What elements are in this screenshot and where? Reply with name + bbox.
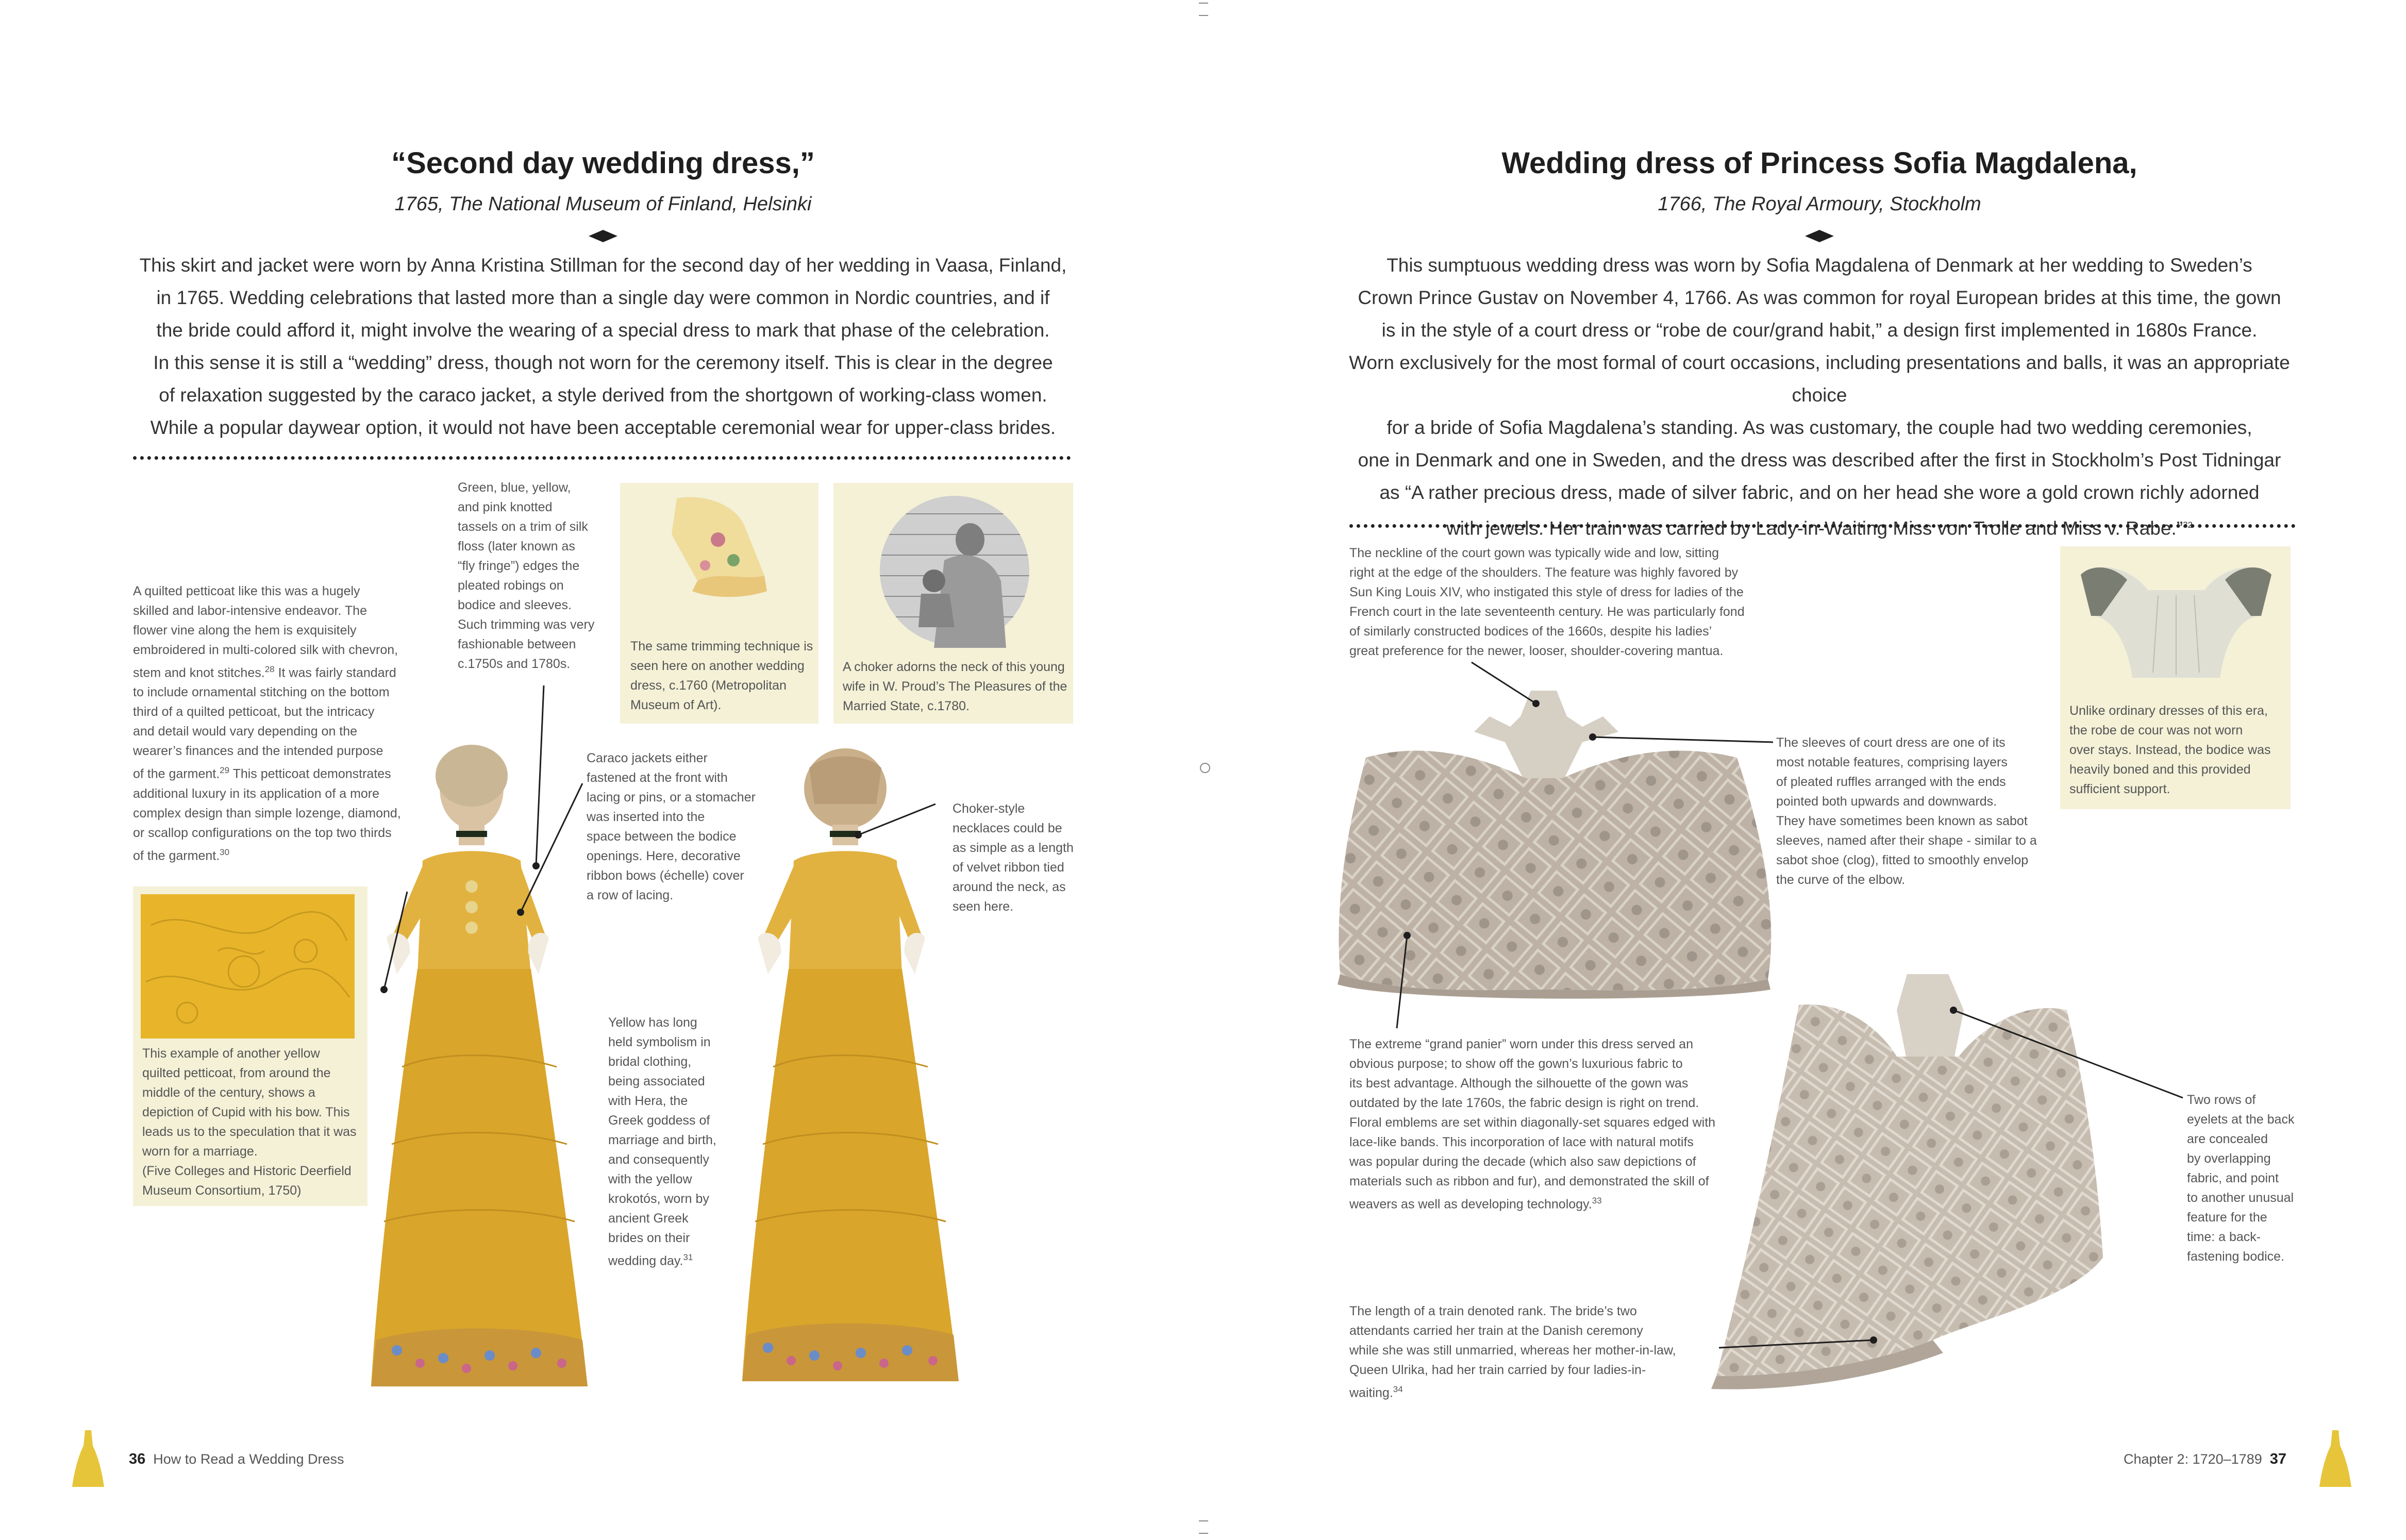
caption-yellow: Yellow has long held symbolism in bridal clothing, being associated with Hera, the Greek goddess of marriage and birth, and consequently with the yellow krokotós, worn by ancient Greek brides on their wedding day.$^{31}$ <box>608 1015 716 1268</box>
left-subtitle: 1765, The National Museum of Finland, Helsinki <box>394 193 812 215</box>
caption-neckline: The neckline of the court gown was typically wide and low, sitting right at the edge of the shoulders. The feature was highly favored by Sun King Louis XIV, who instigated this style of dress for ladies of the French court in the late seventeenth century. He was particularly fond of similarly constructed bodices of the 1660s, despite his ladies’ great preference for the newer, looser, shoulder-covering mantua. <box>1349 546 1745 658</box>
caption-caraco: Caraco jackets either fastened at the front with lacing or pins, or a stomacher was inserted into the space between the bodice openings. Here, decorative ribbon bows (échelle) cover a row of lacing. <box>587 751 756 902</box>
left-leader-lines <box>0 0 1185 1443</box>
caption-trimming: The same trimming technique is seen here on another wedding dress, c.1760 (Metropolitan Museum of Art). <box>630 639 813 712</box>
right-footer: Chapter 2: 1720–1789 37 <box>2124 1451 2287 1467</box>
caption-panier: The extreme “grand panier” worn under this dress served an obvious purpose; to show off the gown’s luxurious fabric to its best advantage. Although the silhouette of the gown was outdated by the late 1760s, the fabric design is right on trend. Floral emblems are set within diagonally-set squares edged with lace-like bands. This incorporation of lace with natural motifs was popular during the decade (which also saw depictions of materials such as ribbon and fur), and demonstrated the skill of weavers as well as developing technology.$^{33}$ <box>1349 1037 1716 1212</box>
caption-petticoat: A quilted petticoat like this was a hugely skilled and labor-intensive endeavor. The flower vine along the hem is exquisitely embroidered in multi-colored silk with chevron, stem and knot stitches.$^{28}$ It was fairly standard to include ornamental stitching on the bottom third of a quilted petticoat, but the intricacy and detail would vary depending on the wearer’s finances and the intended purpose of the garment.$^{29}$ This petticoat demonstrates additional luxury in its application of a more complex design than simple lozenge, diamond, or scallop configurations on the top two thirds of the garment.$^{30}$ <box>133 584 401 863</box>
right-title: Wedding dress of Princess Sofia Magdalena, <box>1501 146 2137 180</box>
caption-quilt: This example of another yellow quilted petticoat, from around the middle of the century, shows a depiction of Cupid with his bow. This leads us to the speculation that it was worn for a marriage. (Five Colleges and Historic Deerfield Museum Consortium, 1750) <box>142 1046 357 1198</box>
left-footer-dress-icon <box>72 1430 104 1487</box>
crop-mark-bottom <box>1199 1520 1208 1534</box>
left-footer: 36 How to Read a Wedding Dress <box>129 1451 344 1467</box>
right-footer-dress-icon <box>2319 1430 2351 1487</box>
caption-tassels: Green, blue, yellow, and pink knotted tassels on a trim of silk floss (later known as “fly fringe”) edges the pleated robings on bodice and sleeves. Such trimming was very fashionable between c.1750s and 1780s. <box>458 480 595 671</box>
caption-choker-engraving: A choker adorns the neck of this young wife in W. Proud’s The Pleasures of the Married State, c.1780. <box>843 660 1067 713</box>
right-subtitle: 1766, The Royal Armoury, Stockholm <box>1658 193 1981 215</box>
left-intro-paragraph: This skirt and jacket were worn by Anna Kristina Stillman for the second day of her wedding in Vaasa, Finland, in 1765. Wedding celebrations that lasted more than a single day were common in Nordic countries, and if the bride could afford it, might involve the wearing of a special dress to mark that phase of the celebration. In this sense it is still a “wedding” dress, though not worn for the ceremony itself. This is clear in the degree of relaxation suggested by the caraco jacket, a style derived from the shortgown of working-class women. While a popular daywear option, it would not have been acceptable ceremonial wear for upper-class brides. <box>139 255 1067 438</box>
caption-choker: Choker-style necklaces could be as simple as a length of velvet ribbon tied around the neck, as seen here. <box>953 801 1074 914</box>
caption-train: The length of a train denoted rank. The bride’s two attendants carried her train at the Danish ceremony while she was still unmarried, whereas her mother-in-law, Queen Ulrika, had her train carried by four ladies-in- waiting.$^{34}$ <box>1349 1304 1676 1400</box>
caption-stays: Unlike ordinary dresses of this era, the robe de cour was not worn over stays. Instead, the bodice was heavily boned and this provided sufficient support. <box>2069 704 2271 796</box>
right-leader-lines <box>1185 0 2371 1443</box>
right-intro-paragraph: This sumptuous wedding dress was worn by Sofia Magdalena of Denmark at her wedding to Sweden’s Crown Prince Gustav on November 4, 1766. As was common for royal European brides at this time, the gown is in the style of a court dress or “robe de cour/grand habit,” a design first implemented in 1680s France. Worn exclusively for the most formal of court occasions, including presentations and balls, it was an appropriate choice for a bride of Sofia Magdalena’s standing. As was customary, the couple had two wedding ceremonies, one in Denmark and one in Sweden, and the dress was described after the first in Stockholm’s Post Tidningar as “A rather precious dress, made of silver fabric, and on her head she wore a gold crown richly adorned with jewels. Her train was carried by Lady-in-Waiting Miss von Trolle and Miss v. Rabe.”$^{32}$ <box>1349 255 2290 539</box>
caption-sleeves: The sleeves of court dress are one of its most notable features, comprising layers of pleated ruffles arranged with the ends pointed both upwards and downwards. They have sometimes been known as sabot sleeves, named after their shape - similar to a sabot shoe (clog), fitted to smoothly envelop the curve of the elbow. <box>1776 735 2037 887</box>
left-title: “Second day wedding dress,” <box>391 146 815 180</box>
caption-eyelets: Two rows of eyelets at the back are concealed by overlapping fabric, and point to another unusual feature for the time: a back- fastening bodice. <box>2187 1093 2295 1264</box>
